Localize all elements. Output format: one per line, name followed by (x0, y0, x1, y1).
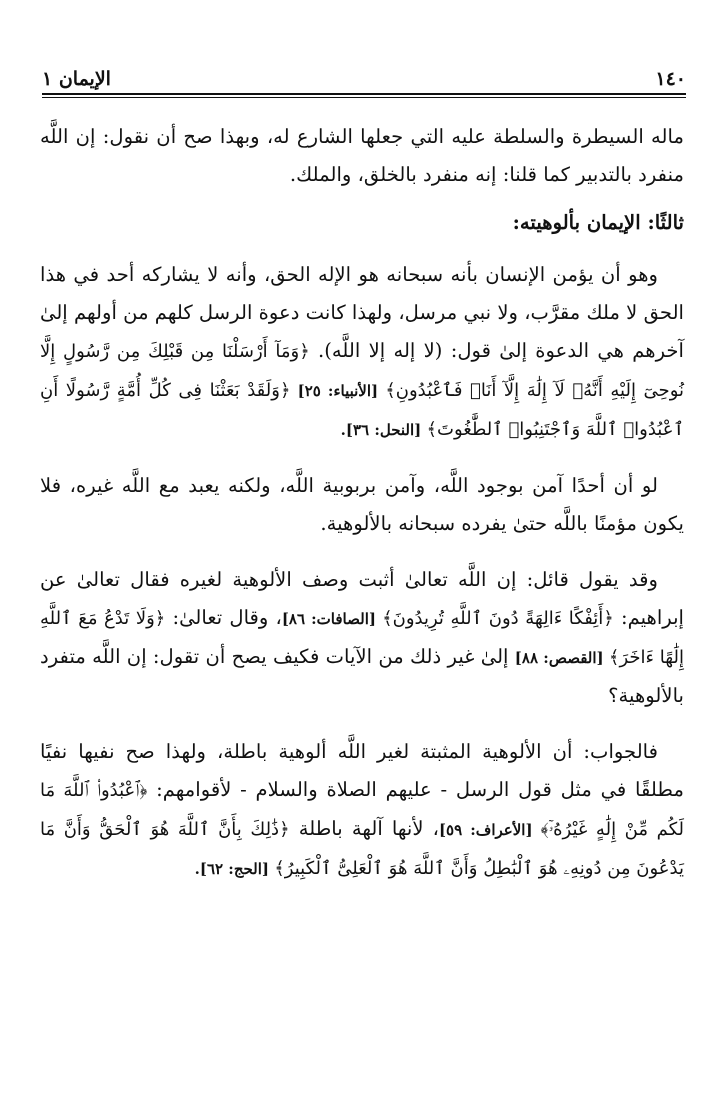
paragraph-text: ، لأنها آلهة باطلة (289, 817, 439, 840)
paragraph-text: لو أن أحدًا آمن بوجود اللَّه، وآمن بربوبية اللَّه، ولكنه يعبد مع اللَّه غيره، فلا يكون مؤمنًا باللَّه حتىٰ يفرده سبحانه بالألوهية. (40, 474, 684, 535)
quran-verse: ﴿أَئِفْكًا ءَالِهَةً دُونَ ٱللَّهِ تُرِيدُونَ﴾ (382, 608, 614, 629)
page-number: ١٤٠ (655, 68, 686, 90)
paragraph-belief (40, 467, 684, 543)
quran-verse: ﴿وَلَا تَدْعُ مَعَ ٱللَّهِ إِلَٰهًا ءَاخَرَ﴾ (40, 608, 684, 668)
header-rule-thick (42, 93, 686, 95)
running-title: الإيمان ١ (42, 68, 111, 90)
quran-verse: ﴿وَمَآ أَرْسَلْنَا مِن قَبْلِكَ مِن رَّسُولٍ إِلَّا نُوحِىٓ إِلَيْهِ أَنَّهُۥ لَآ إِلَٰهَ إِلَّآ أَنَا۠ فَٱعْبُدُونِ﴾ (40, 341, 684, 401)
paragraph-text: ، وقال تعالىٰ: (165, 606, 282, 629)
verse-reference: [الأنبياء: ٢٥] (290, 382, 386, 400)
header-rule-thin (42, 97, 686, 98)
page-body (40, 118, 684, 906)
paragraph-text: إلىٰ غير ذلك من الآيات فكيف يصح أن تقول: إن اللَّه متفرد بالألوهية؟ (40, 645, 684, 707)
paragraph-divinity (40, 256, 684, 449)
heading-text: ثالثًا: الإيمان بألوهيته: (512, 211, 684, 234)
verse-reference: [الصافات: ٨٦] (281, 610, 383, 628)
verse-reference: [الحج: ٦٢]. (194, 860, 275, 878)
paragraph-text: وقد يقول قائل: إن اللَّه تعالىٰ أثبت وصف الألوهية لغيره فقال تعالىٰ عن إبراهيم: (40, 568, 685, 629)
verse-reference: [القصص: ٨٨] (514, 649, 609, 667)
verse-reference: [النحل: ٣٦]. (340, 421, 427, 439)
quran-verse: ﴿ٱعْبُدُوا۟ ٱللَّهَ مَا لَكُم مِّنْ إِلَٰهٍ غَيْرُهُۥٓ﴾ (40, 780, 684, 840)
page-header (42, 58, 686, 90)
paragraph-text: ماله السيطرة والسلطة عليه التي جعلها الشارع له، وبهذا صح أن نقول: إن اللَّه منفرد بالتدبير كما قلنا: إنه منفرد بالخلق، والملك. (40, 125, 684, 186)
paragraph-text: فالجواب: أن الألوهية المثبتة لغير اللَّه ألوهية باطلة، ولهذا صح نفيها نفيًا مطلقًا في مثل قول الرسل - عليهم الصلاة والسلام - لأقوامهم: (40, 740, 684, 801)
verse-reference: [الأعراف: ٥٩] (438, 821, 541, 839)
section-heading (40, 204, 684, 242)
paragraph-text: وهو أن يؤمن الإنسان بأنه سبحانه هو الإله الحق، وأنه لا يشاركه أحد في هذا الحق لا ملك مقرَّب، ولا نبي مرسل، ولهذا كانت دعوة الرسل كلهم من أولهم إلىٰ آخرهم هي الدعوة إلىٰ قول: (لا إله إلا اللَّه). (40, 263, 684, 362)
paragraph-objection (40, 561, 684, 715)
paragraph-continuation (40, 118, 684, 194)
quran-verse: ﴿وَلَقَدْ بَعَثْنَا فِى كُلِّ أُمَّةٍ رَّسُولًا أَنِ ٱعْبُدُوا۟ ٱللَّهَ وَٱجْتَنِبُوا۟ ٱلطَّٰغُوتَ﴾ (40, 380, 684, 440)
quran-verse: ﴿ذَٰلِكَ بِأَنَّ ٱللَّهَ هُوَ ٱلْحَقُّ وَأَنَّ مَا يَدْعُونَ مِن دُونِهِۦ هُوَ ٱلْبَٰطِلُ وَأَنَّ ٱللَّهَ هُوَ ٱلْعَلِىُّ ٱلْكَبِيرُ﴾ (40, 819, 684, 879)
paragraph-answer (40, 733, 684, 888)
